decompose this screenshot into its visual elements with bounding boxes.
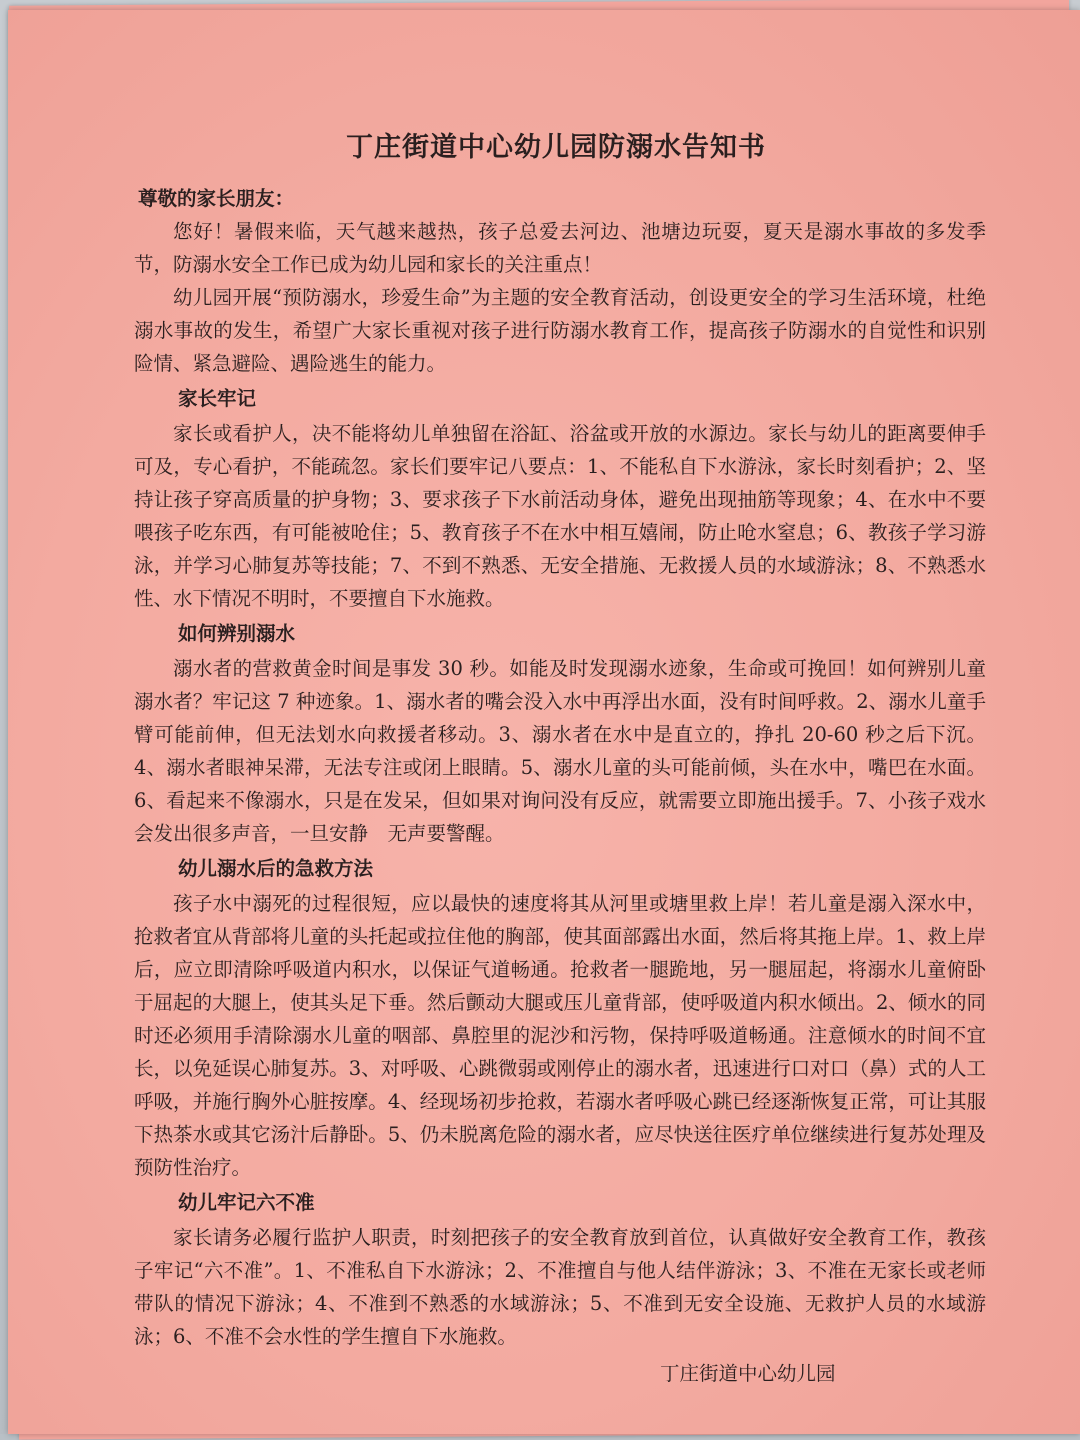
section-heading-first-aid: 幼儿溺水后的急救方法: [178, 857, 374, 880]
section-heading-six-rules: 幼儿牢记六不准: [178, 1191, 315, 1214]
intro-paragraph-2: 幼儿园开展“预防溺水，珍爱生命”为主题的安全教育活动，创设更安全的学习生活环境，杜绝溺水事故的发生，希望广大家长重视对孩子进行防溺水教育工作，提高孩子防溺水的自觉性和识别险情、紧急避险、遇险逃生的能力。: [134, 286, 986, 375]
page-title: 丁庄街道中心幼儿园防溺水告知书: [346, 132, 766, 163]
salutation: 尊敬的家长朋友：: [138, 187, 295, 210]
section-heading-parents: 家长牢记: [178, 387, 257, 410]
section-heading-identify: 如何辨别溺水: [178, 622, 296, 645]
section-body-identify: 溺水者的营救黄金时间是事发 30 秒。如能及时发现溺水迹象，生命或可挽回！如何辨别儿童溺水者？牢记这 7 种迹象。1、溺水者的嘴会没入水中再浮出水面，没有时间呼救。2、溺水儿童手臂可能前伸，但无法划水向救援者移动。3、溺水者在水中是直立的，挣扎 20-60 秒之后下沉。4、溺水者眼神呆滞，无法专注或闭上眼睛。5、溺水儿童的头可能前倾，头在水中，嘴巴在水面。6、看起来不像溺水，只是在发呆，但如果对询问没有反应，就需要立即施出援手。7、小孩子戏水会发出很多声音，一旦安静 无声要警醒。: [134, 657, 986, 845]
notice-content: [126, 116, 986, 1353]
section-body-parents: 家长或看护人，决不能将幼儿单独留在浴缸、浴盆或开放的水源边。家长与幼儿的距离要伸手可及，专心看护，不能疏忽。家长们要牢记八要点：1、不能私自下水游泳，家长时刻看护；2、坚持让孩子穿高质量的护身物；3、要求孩子下水前活动身体，避免出现抽筋等现象；4、在水中不要喂孩子吃东西，有可能被呛住；5、教育孩子不在水中相互嬉闹，防止呛水窒息；6、教孩子学习游泳，并学习心肺复苏等技能；7、不到不熟悉、无安全措施、无救援人员的水域游泳；8、不熟悉水性、水下情况不明时，不要擅自下水施救。: [134, 422, 986, 610]
section-body-first-aid: 孩子水中溺死的过程很短，应以最快的速度将其从河里或塘里救上岸！若儿童是溺入深水中，抢救者宜从背部将儿童的头托起或拉住他的胸部，使其面部露出水面，然后将其拖上岸。1、救上岸后，应立即清除呼吸道内积水，以保证气道畅通。抢救者一腿跪地，另一腿屈起，将溺水儿童俯卧于屈起的大腿上，使其头足下垂。然后颤动大腿或压儿童背部，使呼吸道内积水倾出。2、倾水的同时还必须用手清除溺水儿童的咽部、鼻腔里的泥沙和污物，保持呼吸道畅通。注意倾水的时间不宜长，以免延误心肺复苏。3、对呼吸、心跳微弱或刚停止的溺水者，迅速进行口对口（鼻）式的人工呼吸，并施行胸外心脏按摩。4、经现场初步抢救，若溺水者呼吸心跳已经逐渐恢复正常，可让其服下热茶水或其它汤汁后静卧。5、仍未脱离危险的溺水者，应尽快送往医疗单位继续进行复苏处理及预防性治疗。: [134, 892, 986, 1179]
section-body-six-rules: 家长请务必履行监护人职责，时刻把孩子的安全教育放到首位，认真做好安全教育工作，教孩子牢记“六不准”。1、不准私自下水游泳；2、不准擅自与他人结伴游泳；3、不准在无家长或老师带队的情况下游泳；4、不准到不熟悉的水域游泳；5、不准到无安全设施、无救护人员的水域游泳；6、不准不会水性的学生擅自下水施救。: [134, 1226, 986, 1348]
intro-paragraph-1: 您好！暑假来临，天气越来越热，孩子总爱去河边、池塘边玩耍，夏天是溺水事故的多发季节，防溺水安全工作已成为幼儿园和家长的关注重点！: [134, 220, 986, 276]
signature: 丁庄街道中心幼儿园: [660, 1362, 836, 1385]
